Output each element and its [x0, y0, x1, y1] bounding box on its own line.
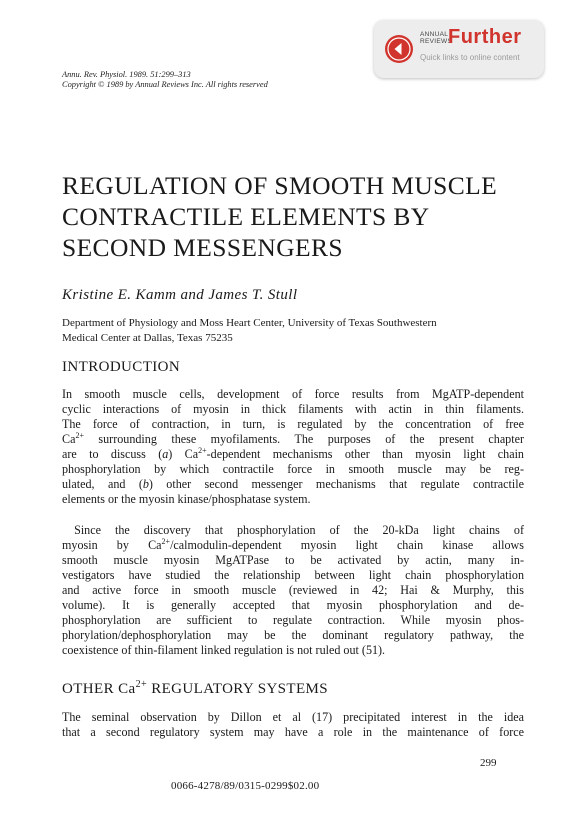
paragraph-line: phosphorylation by which contractile force in smooth muscle may be reg- [62, 462, 524, 477]
annual-reviews-further-banner[interactable] [374, 20, 544, 78]
footer-code: 0066-4278/89/0315-0299$02.00 [171, 780, 320, 792]
other-paragraph-1 [62, 710, 524, 740]
citation-line-1: Annu. Rev. Physiol. 1989. 51:299–313 [62, 70, 191, 79]
paragraph-line: The seminal observation by Dillon et al (17) precipitated interest in the idea [62, 710, 524, 724]
paragraph-line: vestigators have studied the relationship between light chain phosphorylation [62, 568, 524, 583]
brand-line-reviews: REVIEWS [420, 38, 453, 45]
paragraph-line: $Ca^{2+}$ surrounding these myofilaments. The purposes of the present chapter [62, 431, 524, 447]
brand-line-annual: ANNUAL [420, 31, 449, 38]
title-line: REGULATION OF SMOOTH MUSCLE [62, 171, 498, 200]
quick-links-text[interactable]: Quick links to online content [420, 53, 520, 62]
title-line: SECOND MESSENGERS [62, 233, 343, 262]
paragraph-line: that a second regulatory system may have a role in the maintenance of force [62, 725, 524, 740]
paragraph-line: ulated, and (b) other second messenger mechanisms that regulate contractile [62, 477, 524, 492]
paragraph-line: Since the discovery that phosphorylation of the 20-kDa light chains of [62, 523, 524, 537]
title-line: CONTRACTILE ELEMENTS BY [62, 202, 430, 231]
author-affiliation [62, 316, 524, 346]
paragraph-line: phorylation/dephosphorylation may be the dominant regulatory pathway, the [62, 628, 524, 643]
further-label: Further [448, 26, 522, 48]
paragraph-line: phosphorylation are sufficient to regulate contraction. While myosin phos- [62, 613, 524, 628]
affiliation-line: Department of Physiology and Moss Heart Center, University of Texas Southwestern [62, 317, 437, 329]
article-authors: Kristine E. Kamm and James T. Stull [62, 287, 298, 303]
paragraph-line: The force of contraction, in turn, is regulated by the concentration of free [62, 417, 524, 432]
paragraph-line: elements or the myosin kinase/phosphatase system. [62, 492, 311, 507]
section-heading-introduction: INTRODUCTION [62, 359, 181, 375]
intro-paragraph-2 [62, 523, 524, 658]
affiliation-line: Medical Center at Dallas, Texas 75235 [62, 332, 233, 344]
page-number: 299 [480, 757, 497, 769]
paragraph-line: smooth muscle myosin MgATPase to be activated by actin, many in- [62, 553, 524, 568]
paragraph-line: cyclic interactions of myosin in thick filaments with actin in thin filaments. [62, 402, 524, 417]
paragraph-line: and active force in smooth muscle (reviewed in 42; Hai & Murphy, this [62, 583, 524, 598]
copyright-line: Copyright © 1989 by Annual Reviews Inc. All rights reserved [62, 80, 268, 89]
paragraph-line: coexistence of thin-filament linked regulation is not ruled out (51). [62, 643, 386, 658]
section-heading-other-ca-regulatory: OTHER $Ca^{2+}$ REGULATORY SYSTEMS [62, 679, 329, 697]
annual-reviews-arrow-icon [384, 34, 414, 64]
paragraph-line: are to discuss (a) $Ca^{2+}$-dependent mechanisms other than myosin light chain [62, 446, 524, 462]
article-title [62, 170, 522, 263]
journal-citation [62, 70, 268, 90]
paragraph-line: volume). It is generally accepted that myosin phosphorylation and de- [62, 598, 524, 613]
paragraph-line: myosin by $Ca^{2+}/calmodulin$-dependent myosin light chain kinase allows [62, 537, 524, 553]
intro-paragraph-1 [62, 387, 524, 507]
paragraph-line: In smooth muscle cells, development of force results from MgATP-dependent [62, 387, 524, 401]
